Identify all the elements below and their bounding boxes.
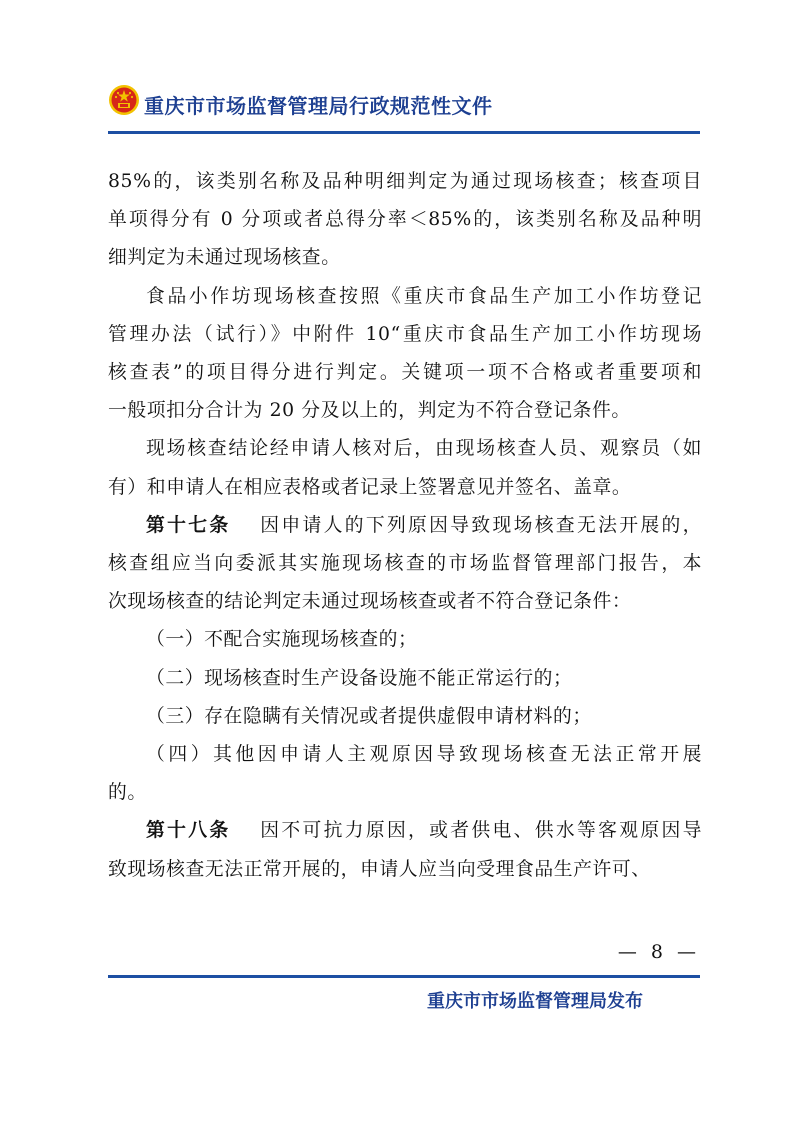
text-line: 一般项扣分合计为 20 分及以上的，判定为不符合登记条件。 (108, 400, 631, 422)
text-line: 有）和申请人在相应表格或者记录上签署意见并签名、盖章。 (108, 476, 632, 498)
text-line: 次现场核查的结论判定未通过现场核查或者不符合登记条件： (108, 591, 632, 613)
text-line: 现场核查结论经申请人核对后，由现场核查人员、观察员（如 (146, 438, 702, 460)
page-number: — 8 — (617, 941, 700, 963)
national-emblem-icon (108, 84, 140, 116)
text-line: （二）现场核查时生产设备设施不能正常运行的； (146, 667, 573, 689)
text-line: 食品小作坊现场核查按照《重庆市食品生产加工小作坊登记 (146, 285, 702, 307)
text-line: 管理办法（试行）》中附件 10“重庆市食品生产加工小作坊现场 (108, 323, 702, 345)
article-paragraph (108, 812, 702, 888)
text-line: 核查组应当向委派其实施现场核查的市场监督管理部门报告，本 (108, 553, 702, 575)
footer-divider (108, 975, 700, 978)
body-paragraph (108, 698, 702, 736)
text-line (108, 507, 702, 545)
text-line: 核查表”的项目得分进行判定。关键项一项不合格或者重要项和 (108, 362, 702, 384)
text-line: （四）其他因申请人主观原因导致现场核查无法正常开展 (146, 744, 702, 766)
text-line: 85%的，该类别名称及品种明细判定为通过现场核查；核查项目 (108, 171, 702, 192)
body-paragraph (108, 621, 702, 659)
header-divider (108, 131, 700, 134)
text-line: （一）不配合实施现场核查的； (146, 629, 418, 651)
body-paragraph (108, 736, 702, 812)
text-line (108, 812, 702, 850)
article-text: 因申请人的下列原因导致现场核查无法开展的， (258, 514, 702, 536)
text-line: 致现场核查无法正常开展的，申请人应当向受理食品生产许可、 (108, 858, 651, 880)
document-header (108, 84, 700, 136)
text-line: 细判定为未通过现场核查。 (108, 247, 341, 269)
body-paragraph (108, 163, 702, 278)
article-number: 第十八条 (146, 820, 231, 842)
text-line: 的。 (108, 782, 147, 804)
body-paragraph (108, 660, 702, 698)
article-text: 因不可抗力原因，或者供电、供水等客观原因导 (258, 820, 702, 842)
header-title: 重庆市市场监督管理局行政规范性文件 (144, 94, 493, 118)
footer-publisher: 重庆市市场监督管理局发布 (427, 991, 643, 1012)
article-number: 第十七条 (146, 514, 231, 536)
text-line: （三）存在隐瞒有关情况或者提供虚假申请材料的； (146, 705, 592, 727)
body-paragraph (108, 278, 702, 431)
text-line: 单项得分有 0 分项或者总得分率＜85%的，该类别名称及品种明 (108, 209, 702, 231)
article-paragraph (108, 507, 702, 622)
document-body (108, 163, 702, 889)
body-paragraph (108, 430, 702, 506)
